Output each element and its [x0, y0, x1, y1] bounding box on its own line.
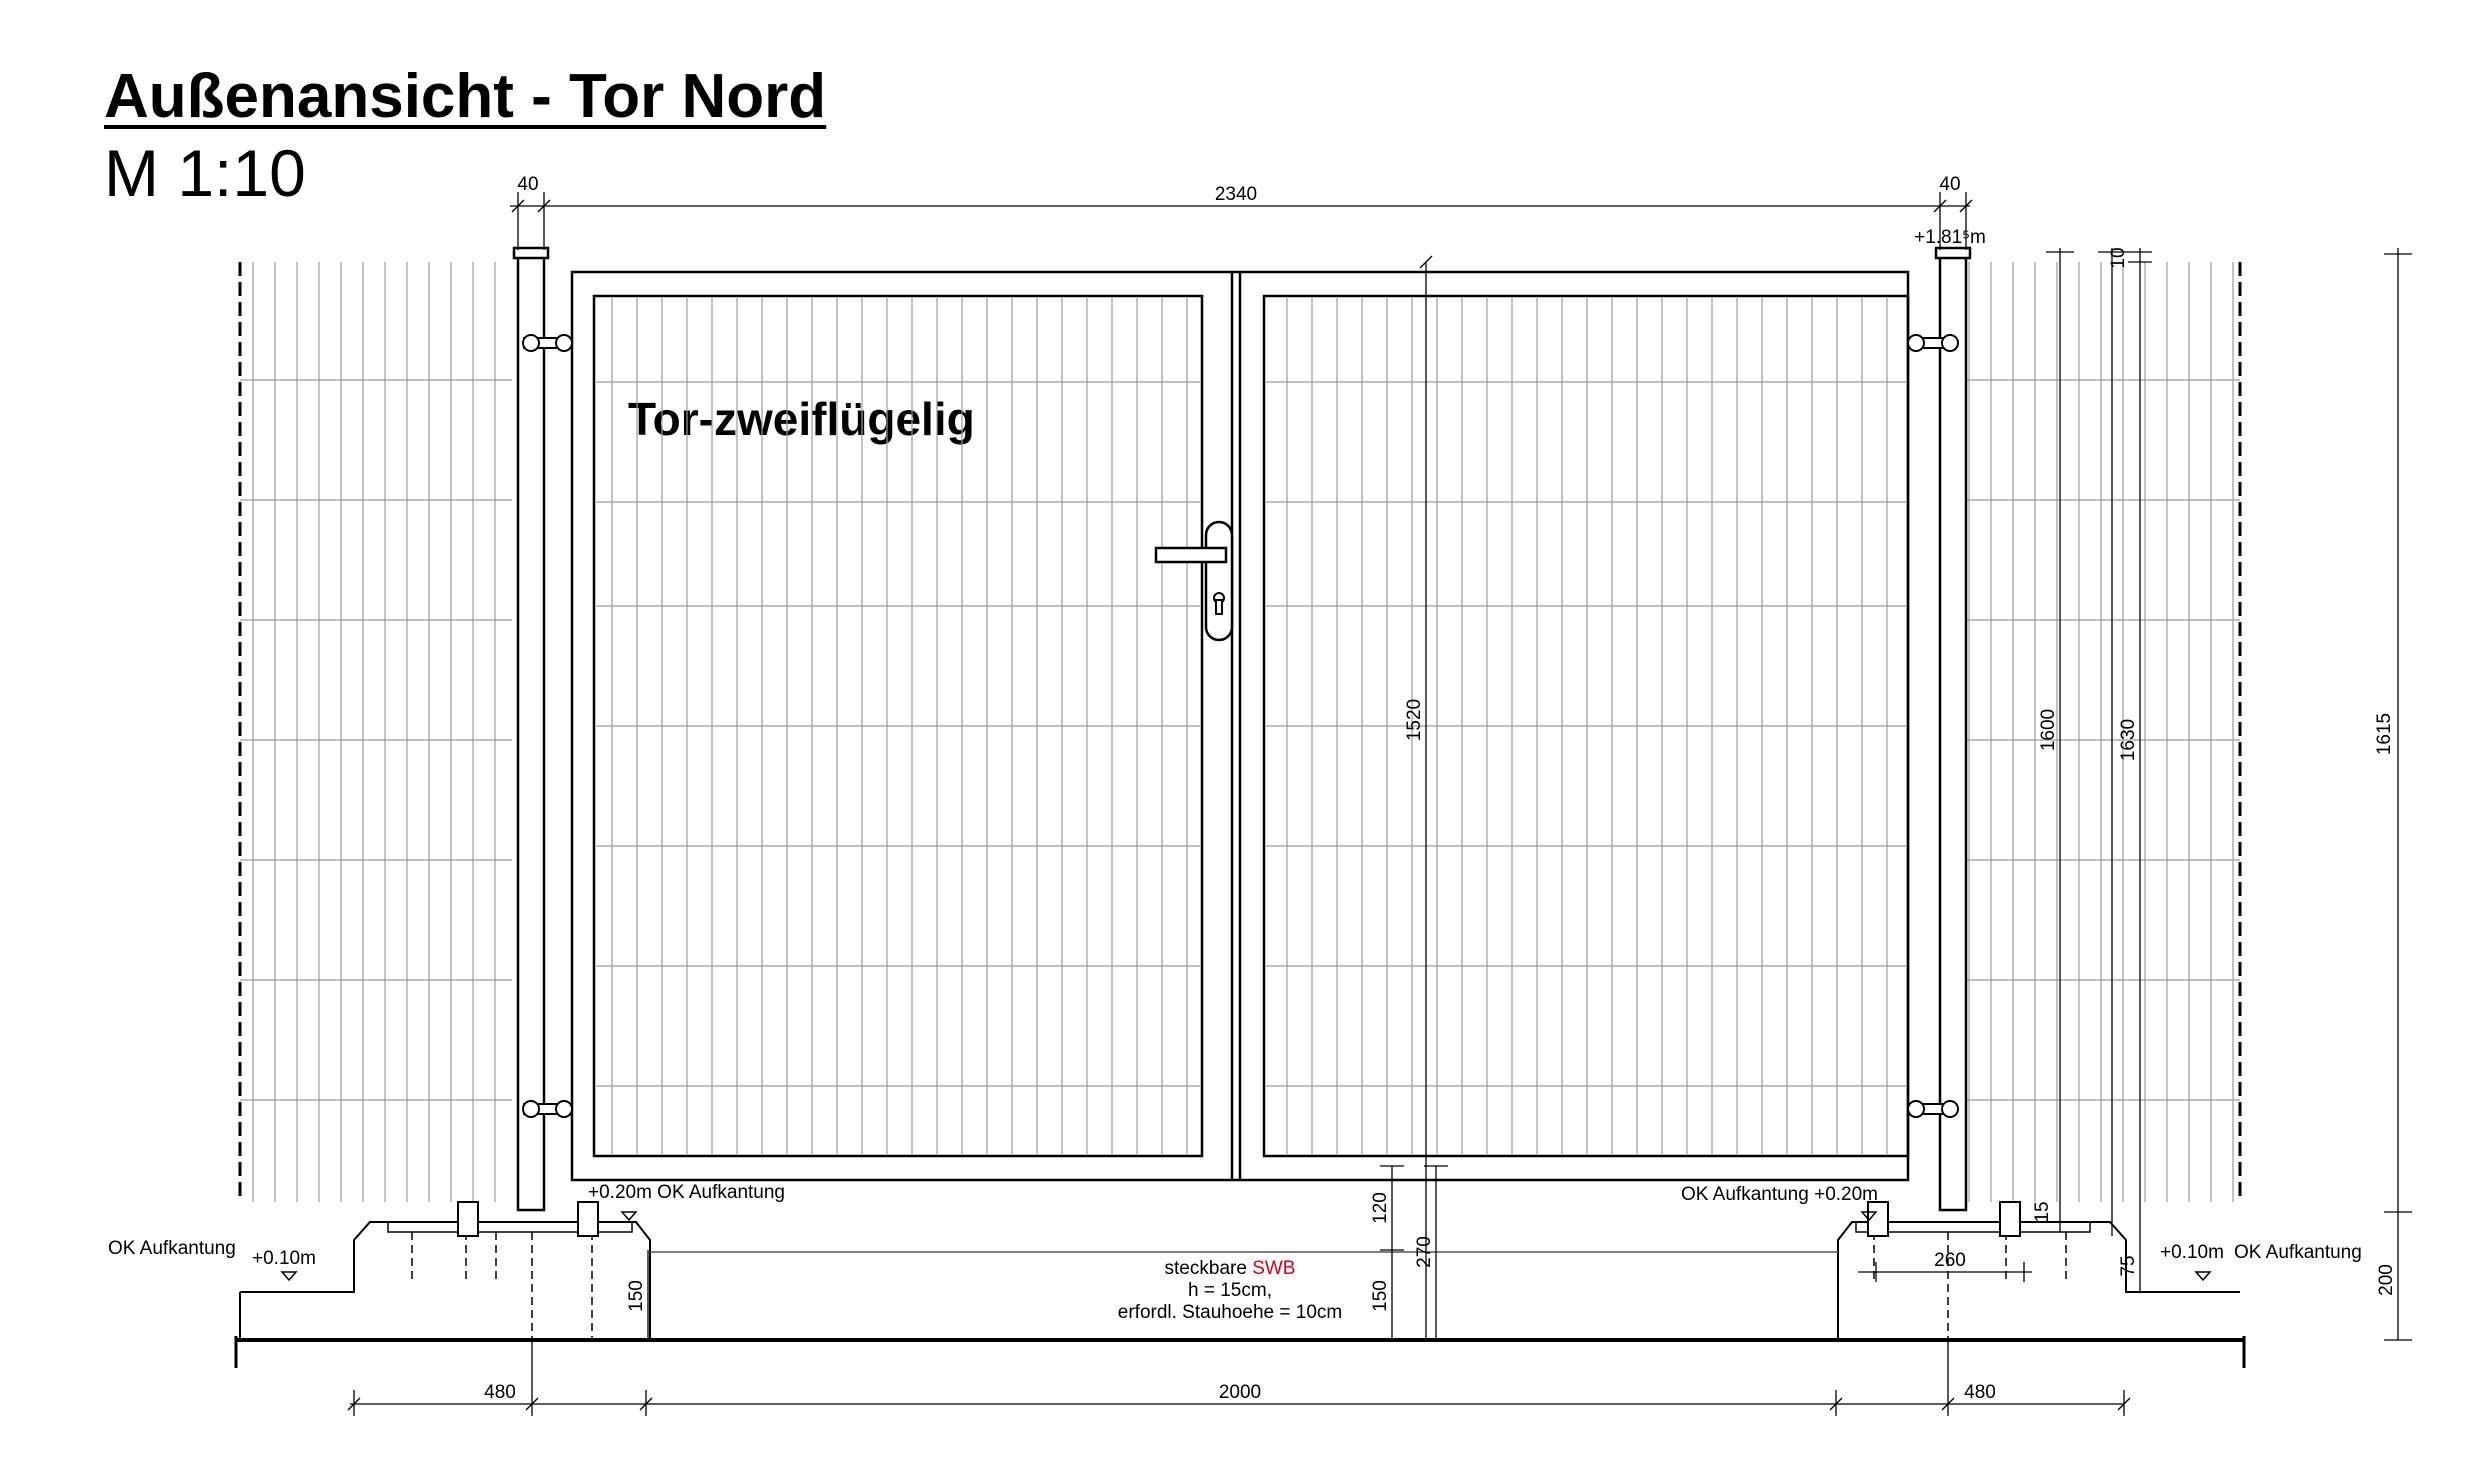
note-highlight: SWB [1252, 1258, 1296, 1279]
fence-right [1960, 262, 2240, 1202]
dim-foot-150-mid: 150 [1370, 1280, 1391, 1312]
dim-foot-200: 200 [2376, 1264, 2397, 1296]
drawing-title: Außenansicht - Tor Nord [104, 62, 827, 131]
dim-foot-75: 75 [2118, 1255, 2139, 1277]
dim-foot-15: 15 [2032, 1201, 2053, 1223]
dim-top-opening: 2340 [1214, 184, 1258, 205]
note-prefix: steckbare [1164, 1258, 1253, 1279]
note-line-1 [1165, 1258, 1296, 1279]
dim-top-right-post: 40 [1939, 174, 1961, 195]
fence-left [240, 262, 512, 1202]
post-right [1936, 248, 1970, 1210]
level-left-ok2: +0.20m OK Aufkantung [588, 1182, 785, 1203]
dim-right-1630: 1630 [2118, 718, 2139, 762]
dim-right-10: 10 [2108, 247, 2129, 269]
keyhole-icon [1214, 593, 1224, 614]
dim-bottom-mid: 2000 [1218, 1382, 1262, 1403]
dim-bottom-right: 480 [1964, 1382, 1996, 1403]
drawing-scale: M 1:10 [104, 136, 306, 210]
dim-foot-150-left: 150 [626, 1280, 647, 1312]
note-line-3: erfordl. Stauhoehe = 10cm [1117, 1302, 1343, 1323]
dim-foot-270: 270 [1414, 1236, 1435, 1268]
dim-right-1600: 1600 [2038, 708, 2059, 752]
level-left-ok-value: +0.10m [252, 1248, 316, 1269]
dim-right-1615: 1615 [2374, 712, 2395, 756]
post-left [514, 248, 548, 1210]
level-right-ok2: OK Aufkantung +0.20m [1681, 1184, 1878, 1205]
dim-foot-120: 120 [1370, 1192, 1391, 1224]
gate-mesh-left [596, 298, 1200, 1154]
dim-top-left-post: 40 [517, 174, 539, 195]
level-left-ok-text: OK Aufkantung [108, 1238, 236, 1259]
dim-gate-height: 1520 [1404, 698, 1425, 742]
level-right-ok-value: +0.10m [2160, 1242, 2224, 1263]
dim-foot-260: 260 [1934, 1250, 1966, 1271]
gate-mesh-right [1266, 298, 1906, 1154]
dim-bottom-left: 480 [484, 1382, 516, 1403]
level-right-ok-text: OK Aufkantung [2234, 1242, 2362, 1263]
level-top-right: +1.81⁵m [1914, 227, 1986, 248]
note-line-2: h = 15cm, [1188, 1280, 1272, 1301]
